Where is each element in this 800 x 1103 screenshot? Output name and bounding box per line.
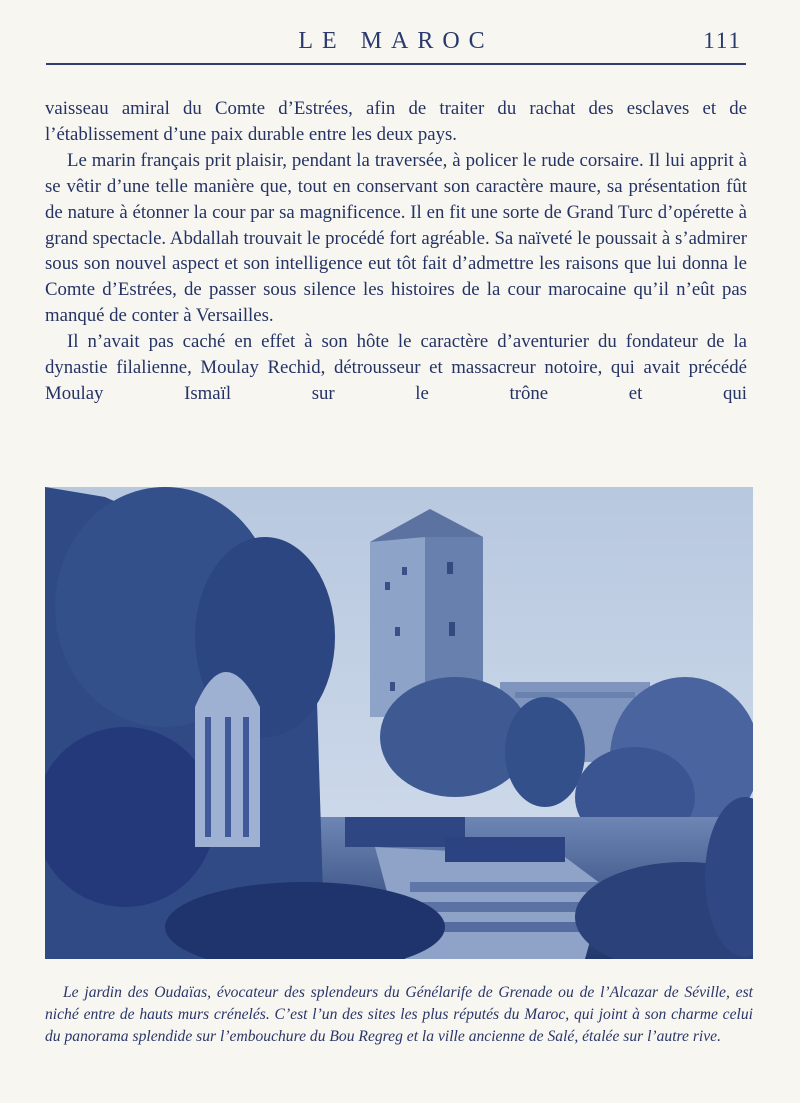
paragraph-2: Le marin français prit plaisir, pendant la traversée, à policer le rude corsaire. Il lui apprit à se vêtir d’une telle manière que, tout en conservant son caractère maure, sa présentation fût de nature à étonner la cour par sa magnificence. Il en fit une sorte de Grand Turc d’opérette à grand spectacle. Abdallah trouvait le procédé fort agréable. Sa naïveté le poussait à s’admirer sous son nouvel aspect et son intelligence eut tôt fait d’admettre les raisons que lui donna le Comte d’Estrées, de passer sous silence les histoires de la cour marocaine qu’il n’eût pas manqué de conter à Versailles. xyxy=(45,149,747,327)
paragraph-1: vaisseau amiral du Comte d’Estrées, afin de traiter du rachat des esclaves et de l’établissement d’une paix durable entre les deux pays. xyxy=(45,98,747,145)
running-title: LE MAROC xyxy=(298,28,494,54)
garden-photograph xyxy=(45,487,753,959)
photo-illustration xyxy=(45,487,753,959)
paragraph-3: Il n’avait pas caché en effet à son hôte le caractère d’aventurier du fondateur de la dynastie filalienne, Moulay Rechid, détrousseur et massacreur notoire, qui avait précédé Moulay Ismaïl sur le trône et qui xyxy=(45,331,747,404)
page-number: 111 xyxy=(703,28,742,53)
body-text xyxy=(45,96,747,407)
photo-caption xyxy=(45,982,753,1048)
caption-text: Le jardin des Oudaïas, évocateur des splendeurs du Génélarife de Grenade ou de l’Alcazar de Séville, est niché entre de hauts murs crénelés. C’est l’un des sites les plus réputés du Maroc, qui joint à son charme celui du panorama splendide sur l’embouchure du Bou Regreg et la ville ancienne de Salé, étalée sur l’autre rive. xyxy=(45,984,753,1045)
header-rule xyxy=(46,63,746,65)
running-head xyxy=(46,26,746,62)
